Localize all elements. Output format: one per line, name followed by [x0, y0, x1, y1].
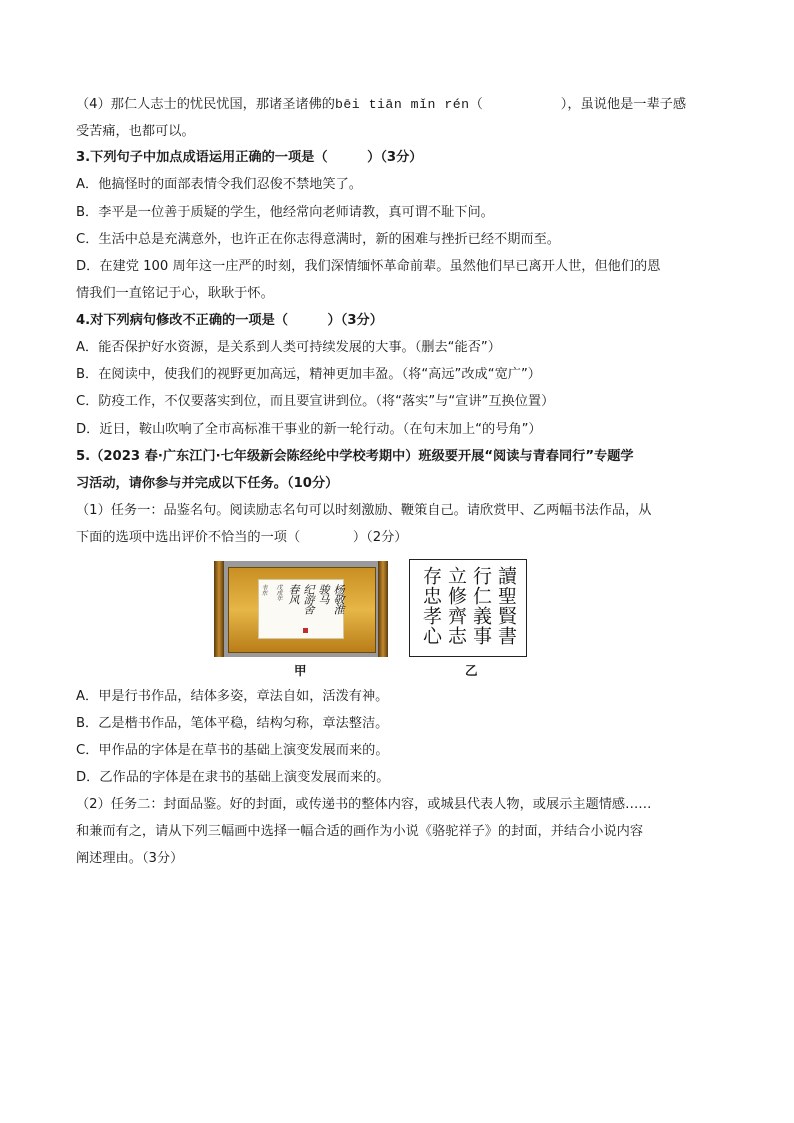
- calligraphy-kaishu-figure: [409, 559, 527, 657]
- q3-option-b: B．李平是一位善于质疑的学生，他经常向老师请教，真可谓不耻下问。: [76, 205, 494, 220]
- kaishu-column-4: 存忠孝心: [420, 566, 442, 646]
- kaishu-column-3: 立修齊志: [445, 566, 467, 646]
- q4-title: 4.对下列病句修改不正确的一项是（ ）（3分）: [76, 313, 383, 328]
- red-seal-stamp: [303, 628, 308, 633]
- q5-title-line1: 5.（2023 春·广东江门·七年级新会陈经纶中学校考期中）班级要开展“阅读与青春同行”专题学: [76, 449, 634, 464]
- scroll-rod-right: [378, 561, 388, 657]
- scroll-column-1: 杨敬淮: [332, 584, 345, 614]
- figure-jia-caption: 甲: [294, 663, 307, 678]
- q3-title: 3.下列句子中加点成语运用正确的一项是（ ）（3分）: [76, 150, 423, 165]
- kaishu-column-2: 行仁義事: [470, 566, 492, 646]
- scroll-column-2: 骏马: [317, 584, 330, 604]
- q3-option-a: A．他搞怪时的面部表情令我们忍俊不禁地笑了。: [76, 177, 362, 192]
- q5-task1-line1: （1）任务一：品鉴名句。阅读励志名句可以时刻激励、鞭策自己。请欣赏甲、乙两幅书法作品，从: [76, 503, 652, 518]
- scroll-paper: [258, 579, 344, 639]
- q5-title-line2: 习活动，请你参与并完成以下任务。（10分）: [76, 476, 339, 491]
- q5-option-d: D．乙作品的字体是在隶书的基础上演变发展而来的。: [76, 770, 390, 785]
- q2-item4-pinyin: bēi tiān mǐn rén: [334, 97, 470, 112]
- scroll-mount: [228, 567, 376, 653]
- q5-task1-line2: 下面的选项中选出评价不恰当的一项（ ）（2分）: [76, 530, 408, 545]
- scroll-rod-left: [214, 561, 224, 657]
- q4-option-b: B．在阅读中，使我们的视野更加高远，精神更加丰盈。（将“高远”改成“宽广”）: [76, 367, 541, 382]
- q5-option-b: B．乙是楷书作品，笔体平稳，结构匀称，章法整洁。: [76, 716, 389, 731]
- q4-option-c: C．防疫工作，不仅要落实到位，而且要宣讲到位。（将“落实”与“宣讲”互换位置）: [76, 394, 555, 409]
- q4-option-d: D．近日，鞍山吹响了全市高标准干事业的新一轮行动。（在句末加上“的号角”）: [76, 422, 542, 437]
- scroll-column-4: 春风: [287, 584, 300, 604]
- q2-item4-line2: 受苦痛，也都可以。: [76, 124, 195, 139]
- q5-option-a: A．甲是行书作品，结体多姿，章法自如，活泼有神。: [76, 689, 389, 704]
- q3-option-d-cont: 情我们一直铭记于心，耿耿于怀。: [76, 286, 274, 301]
- q5-task2-line1: （2）任务二：封面品鉴。好的封面，或传递书的整体内容，或城县代表人物，或展示主题情感……: [76, 797, 652, 812]
- q5-task2-line2: 和兼而有之，请从下列三幅画中选择一幅合适的画作为小说《骆驼祥子》的封面，并结合小说内容: [76, 824, 644, 839]
- figure-yi-caption: 乙: [465, 663, 478, 678]
- kaishu-column-1: 讀聖賢書: [495, 566, 517, 646]
- q3-option-c: C．生活中总是充满意外，也许正在你志得意满时，新的困难与挫折已经不期而至。: [76, 232, 560, 247]
- q2-item4-text-c: ），虽说他是一辈子感: [560, 97, 687, 112]
- q2-item4-paren-open: （: [469, 97, 483, 112]
- q2-item4-line1: [76, 96, 716, 114]
- q4-option-a: A．能否保护好水资源，是关系到人类可持续发展的大事。（删去“能否”）: [76, 340, 501, 355]
- q3-option-d: D．在建党 100 周年这一庄严的时刻，我们深情缅怀革命前辈。虽然他们早已离开人世，但他们的恩: [76, 259, 661, 274]
- scroll-inscription-2: 韦东: [260, 584, 267, 595]
- q2-item4-text-a: （4）那仁人志士的忧民忧国，那诸圣诸佛的: [76, 97, 335, 112]
- q5-task2-line3: 阐述理由。（3分）: [76, 851, 184, 866]
- scroll-column-3: 纪游舍: [302, 584, 315, 614]
- calligraphy-scroll-figure: [214, 561, 388, 657]
- scroll-inscription-1: 戊戌年: [275, 584, 282, 601]
- q5-option-c: C．甲作品的字体是在草书的基础上演变发展而来的。: [76, 743, 389, 758]
